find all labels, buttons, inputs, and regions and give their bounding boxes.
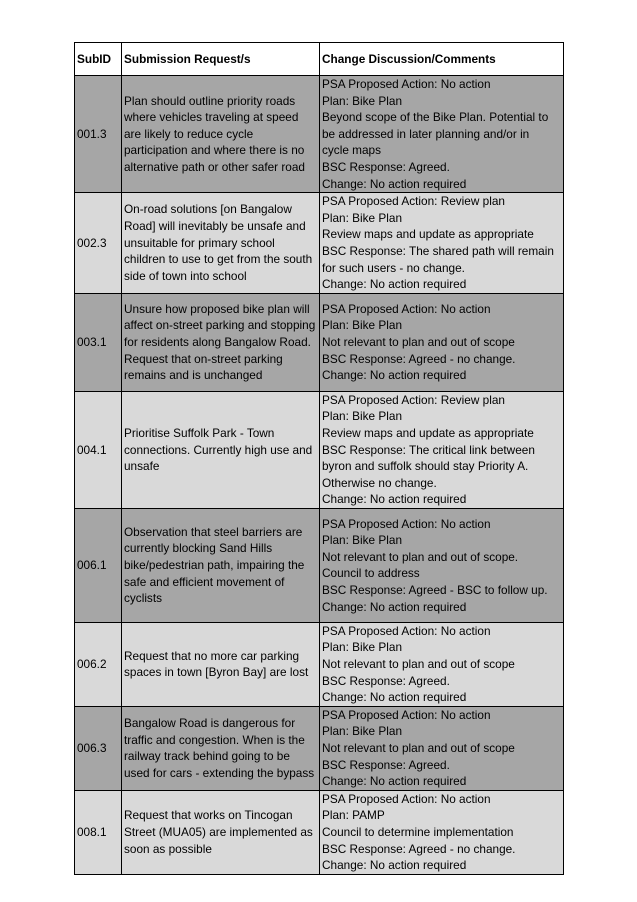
header-submission-request: Submission Request/s: [122, 43, 320, 76]
comment-line: PSA Proposed Action: No action: [322, 516, 491, 531]
submission-request-cell: Bangalow Road is dangerous for traffic and congestion. When is the railway track behind going to be used for cars - extending the bypass: [122, 706, 320, 790]
submission-request-cell: Request that works on Tincogan Street (MUA05) are implemented as soon as possible: [122, 790, 320, 874]
comment-line: for such users - no change.: [322, 260, 465, 275]
header-subid: SubID: [75, 43, 122, 76]
comment-line: Not relevant to plan and out of scope: [322, 657, 515, 672]
comment-line: Plan: Bike Plan: [322, 93, 403, 108]
submission-request-cell: On-road solutions [on Bangalow Road] will inevitably be unsafe and unsuitable for primary school children to use to get from the south side of town into school: [122, 193, 320, 294]
comment-line: cycle maps: [322, 143, 382, 158]
table-row: [75, 622, 564, 706]
table-row: [75, 293, 564, 391]
comment-line: Review maps and update as appropriate: [322, 425, 534, 440]
change-comments-cell: [320, 76, 564, 193]
comment-line: Change: No action required: [322, 176, 467, 191]
comment-line: Otherwise no change.: [322, 475, 437, 490]
comment-line: Change: No action required: [322, 690, 467, 705]
comment-line: Change: No action required: [322, 368, 467, 383]
table-row: [75, 706, 564, 790]
submission-request-cell: Prioritise Suffolk Park - Town connections. Currently high use and unsafe: [122, 391, 320, 508]
comment-line: BSC Response: Agreed - no change.: [322, 841, 516, 856]
table-body: [75, 76, 564, 875]
comment-line: Not relevant to plan and out of scope: [322, 334, 515, 349]
comment-line: Beyond scope of the Bike Plan. Potential to: [322, 110, 549, 125]
comment-line: Change: No action required: [322, 774, 467, 789]
submission-request-cell: Unsure how proposed bike plan will affect on-street parking and stopping for residents along Bangalow Road. Request that on-street parking remains and is unchanged: [122, 293, 320, 391]
comment-line: Change: No action required: [322, 277, 467, 292]
comment-line: PSA Proposed Action: Review plan: [322, 392, 505, 407]
submission-request-cell: Request that no more car parking spaces in town [Byron Bay] are lost: [122, 622, 320, 706]
sub-id-cell: 002.3: [75, 193, 122, 294]
comment-line: Plan: PAMP: [322, 808, 385, 823]
comment-line: PSA Proposed Action: No action: [322, 77, 491, 91]
comment-line: Review maps and update as appropriate: [322, 227, 534, 242]
comment-line: Not relevant to plan and out of scope.: [322, 549, 519, 564]
comment-line: PSA Proposed Action: No action: [322, 301, 491, 316]
comment-line: PSA Proposed Action: No action: [322, 623, 491, 638]
table-row: [75, 508, 564, 622]
comment-line: BSC Response: Agreed - BSC to follow up.: [322, 582, 548, 597]
sub-id-cell: 006.1: [75, 508, 122, 622]
comment-line: Change: No action required: [322, 858, 467, 873]
table-row: [75, 193, 564, 294]
comment-line: Council to determine implementation: [322, 825, 514, 839]
comment-line: Plan: Bike Plan: [322, 318, 403, 333]
comment-line: Plan: Bike Plan: [322, 724, 403, 739]
change-comments-cell: [320, 706, 564, 790]
change-comments-cell: [320, 193, 564, 294]
table-header-row: [75, 43, 564, 76]
change-comments-cell: [320, 293, 564, 391]
header-change-discussion: Change Discussion/Comments: [320, 43, 564, 76]
comment-line: Change: No action required: [322, 492, 467, 507]
comment-line: BSC Response: The critical link between: [322, 442, 535, 457]
table-row: [75, 790, 564, 874]
change-comments-cell: [320, 391, 564, 508]
submissions-table: [74, 42, 564, 875]
comment-line: BSC Response: Agreed.: [322, 673, 450, 688]
change-comments-cell: [320, 508, 564, 622]
change-comments-cell: [320, 790, 564, 874]
sub-id-cell: 003.1: [75, 293, 122, 391]
sub-id-cell: 004.1: [75, 391, 122, 508]
table-row: [75, 391, 564, 508]
table-row: [75, 76, 564, 193]
comment-line: PSA Proposed Action: Review plan: [322, 194, 505, 209]
comment-line: BSC Response: Agreed - no change.: [322, 351, 516, 366]
comment-line: Plan: Bike Plan: [322, 210, 403, 225]
sub-id-cell: 006.2: [75, 622, 122, 706]
comment-line: Change: No action required: [322, 599, 467, 614]
sub-id-cell: 006.3: [75, 706, 122, 790]
comment-line: Plan: Bike Plan: [322, 409, 403, 424]
comment-line: PSA Proposed Action: No action: [322, 707, 491, 722]
comment-line: Not relevant to plan and out of scope: [322, 741, 515, 756]
comment-line: byron and suffolk should stay Priority A.: [322, 459, 529, 474]
comment-line: PSA Proposed Action: No action: [322, 791, 491, 806]
sub-id-cell: 008.1: [75, 790, 122, 874]
sub-id-cell: 001.3: [75, 76, 122, 193]
submission-request-cell: Observation that steel barriers are currently blocking Sand Hills bike/pedestrian path, impairing the safe and efficient movement of cyclists: [122, 508, 320, 622]
comment-line: Council to address: [322, 566, 420, 581]
comment-line: Plan: Bike Plan: [322, 533, 403, 548]
change-comments-cell: [320, 622, 564, 706]
comment-line: BSC Response: The shared path will remain: [322, 243, 554, 258]
submission-request-cell: Plan should outline priority roads where vehicles traveling at speed are likely to reduce cycle participation and where there is no alternative path or other safer road: [122, 76, 320, 193]
comment-line: BSC Response: Agreed.: [322, 757, 450, 772]
comment-line: be addressed in later planning and/or in: [322, 126, 530, 141]
comment-line: Plan: Bike Plan: [322, 640, 403, 655]
comment-line: BSC Response: Agreed.: [322, 159, 450, 174]
